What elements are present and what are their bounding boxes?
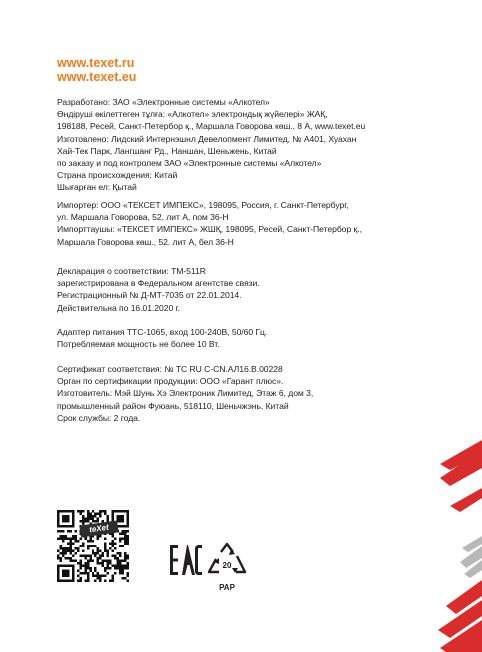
text-line: Действительна по 16.01.2020 г. <box>57 302 180 313</box>
qr-code <box>57 510 129 582</box>
text-line: Орган по сертификации продукции: ООО «Гарант плюс». <box>57 376 284 387</box>
text-line: 198188, Ресей, Санкт-Петербор қ., Маршала Говорова көш., 8 А, www.texet.eu <box>57 121 366 132</box>
text-line: Адаптер питания ТТС-1065, вход 100-240В, 50/60 Гц. <box>57 327 268 337</box>
text-line: Регистрационный № Д-МТ-7035 от 22.01.2014. <box>57 290 242 301</box>
text-line: зарегистрирована в Федеральном агентстве связи. <box>57 278 260 289</box>
text-line: ул. Маршала Говорова, 52, лит А, пом 36-Н <box>57 212 229 223</box>
text-line: промышленный район Фуюань, 518110, Шеньчжэнь, Китай <box>57 400 289 411</box>
text-line: Импортер: ООО «ТЕКСЕТ ИМПЕКС», 198095, Россия, г. Санкт-Петербург, <box>57 200 349 210</box>
certificate-info <box>57 363 457 424</box>
text-line: Разработано: ЗАО «Электронные системы «Алкотел» <box>57 97 270 107</box>
text-line: Страна происхождения: Китай <box>57 170 178 181</box>
text-line: Декларация о соответствии: ТМ-511R <box>57 266 206 276</box>
recycle-label: PAP <box>219 583 235 592</box>
text-line: Өндіруші өкілеттеген тұлға: «Алкотел» электрондық жүйелері» ЖАҚ, <box>57 109 328 120</box>
website-link-eu[interactable]: www.texet.eu <box>57 70 137 84</box>
eac-mark-icon <box>170 545 202 575</box>
text-line: Импорттаушы: «ТЕКСЕТ ИМПЕКС» ЖШҚ, 198095, Ресей, Санкт-Петербор қ., <box>57 224 362 235</box>
website-links <box>57 56 136 84</box>
texet-logo: teXet <box>79 520 118 537</box>
declaration-info <box>57 265 457 314</box>
text-line: Сертификат соответствия: № ТС RU С-CN.АЛ16.В.00228 <box>57 364 283 374</box>
text-line: Хай-Тек Парк, Лангшанг Рд., Наншан, Шеньжень, Китай <box>57 145 277 156</box>
text-line: Изготовлено: Лидский Интернэшнл Девелопмент Лимитед, № А401, Хуахан <box>57 133 357 144</box>
importer-info <box>57 199 457 248</box>
text-line: Срок службы: 2 года. <box>57 412 141 423</box>
text-line: по заказу и под контролем ЗАО «Электронные системы «Алкотел» <box>57 158 322 169</box>
developer-info <box>57 96 457 194</box>
decorative-chevrons <box>410 440 482 652</box>
power-info <box>57 326 457 350</box>
text-line: Маршала Говорова көш., 52. лит А, бел 36-Н <box>57 236 234 247</box>
text-line: Изготовитель: Мэй Шунь Хэ Электроник Лимитед, Этаж 6, дом 3, <box>57 388 314 399</box>
website-link-ru[interactable]: www.texet.ru <box>57 56 135 70</box>
recycle-number: 20 <box>222 561 232 570</box>
text-line: Потребляемая мощность не более 10 Вт. <box>57 339 220 350</box>
text-line: Шығарған ел: Қытай <box>57 182 137 193</box>
